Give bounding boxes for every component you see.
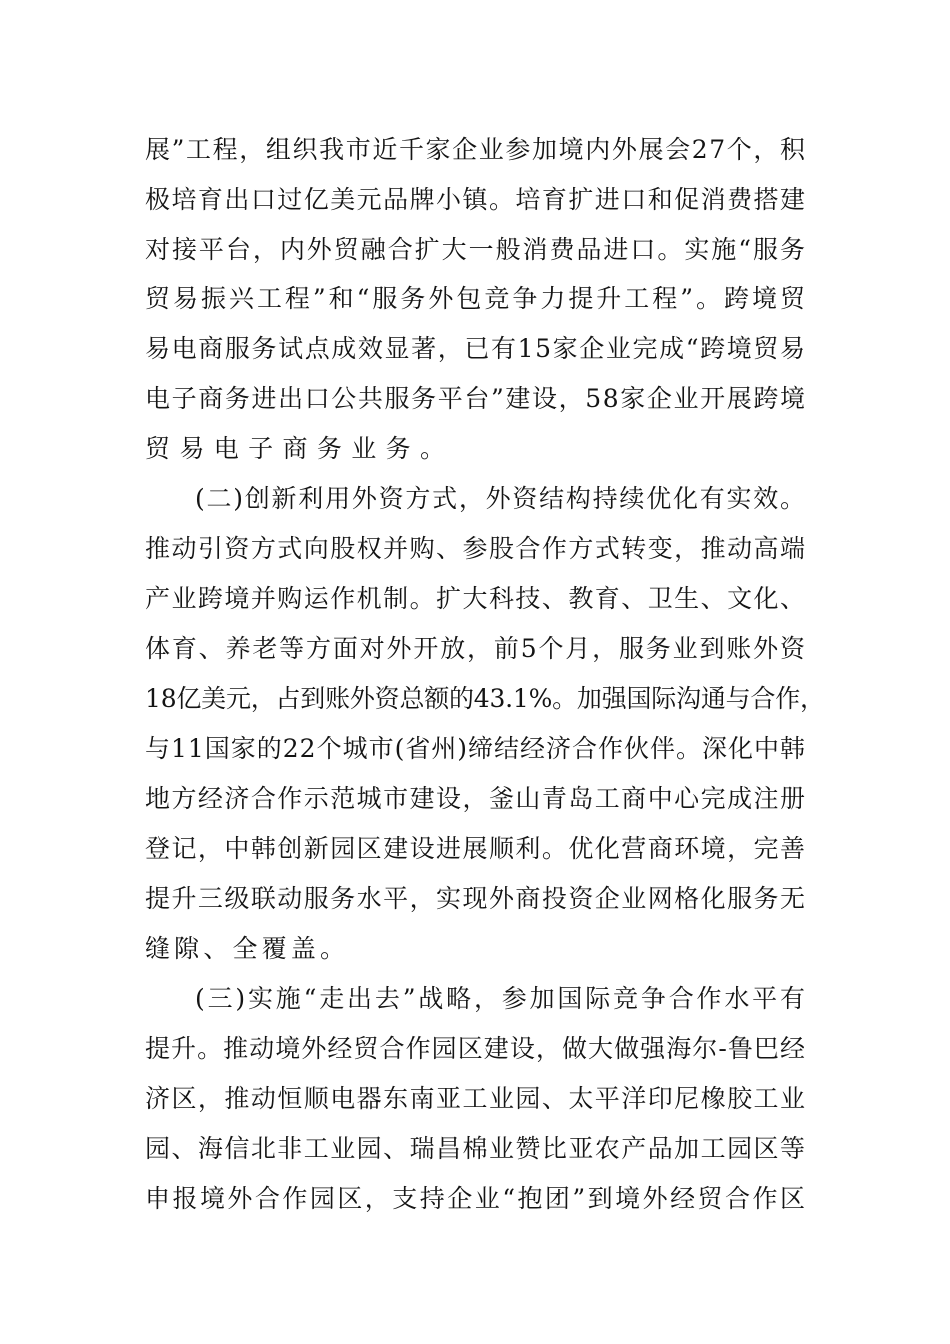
text-line: 展”工程，组织我市近千家企业参加境内外展会27个，积 — [145, 135, 807, 164]
text-line: 对接平台，内外贸融合扩大一般消费品进口。实施“服务 — [145, 235, 807, 264]
text-line: 易电商服务试点成效显著，已有15家企业完成“跨境贸易 — [145, 334, 807, 363]
text-line: 体育、养老等方面对外开放，前5个月，服务业到账外资 — [145, 634, 807, 663]
paragraph-heading-2: (二)创新利用外资方式，外资结构持续优化有实效。 — [195, 484, 807, 513]
text-line: 18亿美元，占到账外资总额的43.1%。加强国际沟通与合作， — [145, 684, 825, 713]
text-line: 贸易振兴工程”和“服务外包竞争力提升工程”。跨境贸 — [145, 284, 808, 313]
text-line: 地方经济合作示范城市建设，釜山青岛工商中心完成注册 — [145, 784, 807, 813]
text-line: 申报境外合作园区，支持企业“抱团”到境外经贸合作区 — [145, 1184, 808, 1213]
text-line: 推动引资方式向股权并购、参股合作方式转变，推动高端 — [145, 534, 807, 563]
paragraph-heading-3: (三)实施“走出去”战略，参加国际竞争合作水平有 — [195, 984, 808, 1013]
text-line: 极培育出口过亿美元品牌小镇。培育扩进口和促消费搭建 — [145, 185, 807, 214]
text-line: 提升。推动境外经贸合作园区建设，做大做强海尔-鲁巴经 — [145, 1034, 807, 1063]
text-line: 济区，推动恒顺电器东南亚工业园、太平洋印尼橡胶工业 — [145, 1084, 807, 1113]
text-line: 产业跨境并购运作机制。扩大科技、教育、卫生、文化、 — [145, 584, 807, 613]
text-line: 缝隙、全覆盖。 — [145, 934, 350, 963]
text-line: 与11国家的22个城市(省州)缔结经济合作伙伴。深化中韩 — [145, 734, 806, 763]
text-line: 园、海信北非工业园、瑞昌棉业赞比亚农产品加工园区等 — [145, 1134, 807, 1163]
text-line: 提升三级联动服务水平，实现外商投资企业网格化服务无 — [145, 884, 807, 913]
text-line: 贸易电子商务业务。 — [145, 434, 455, 463]
text-line: 电子商务进出口公共服务平台”建设，58家企业开展跨境 — [145, 384, 807, 413]
text-line: 登记，中韩创新园区建设进展顺利。优化营商环境，完善 — [145, 834, 807, 863]
